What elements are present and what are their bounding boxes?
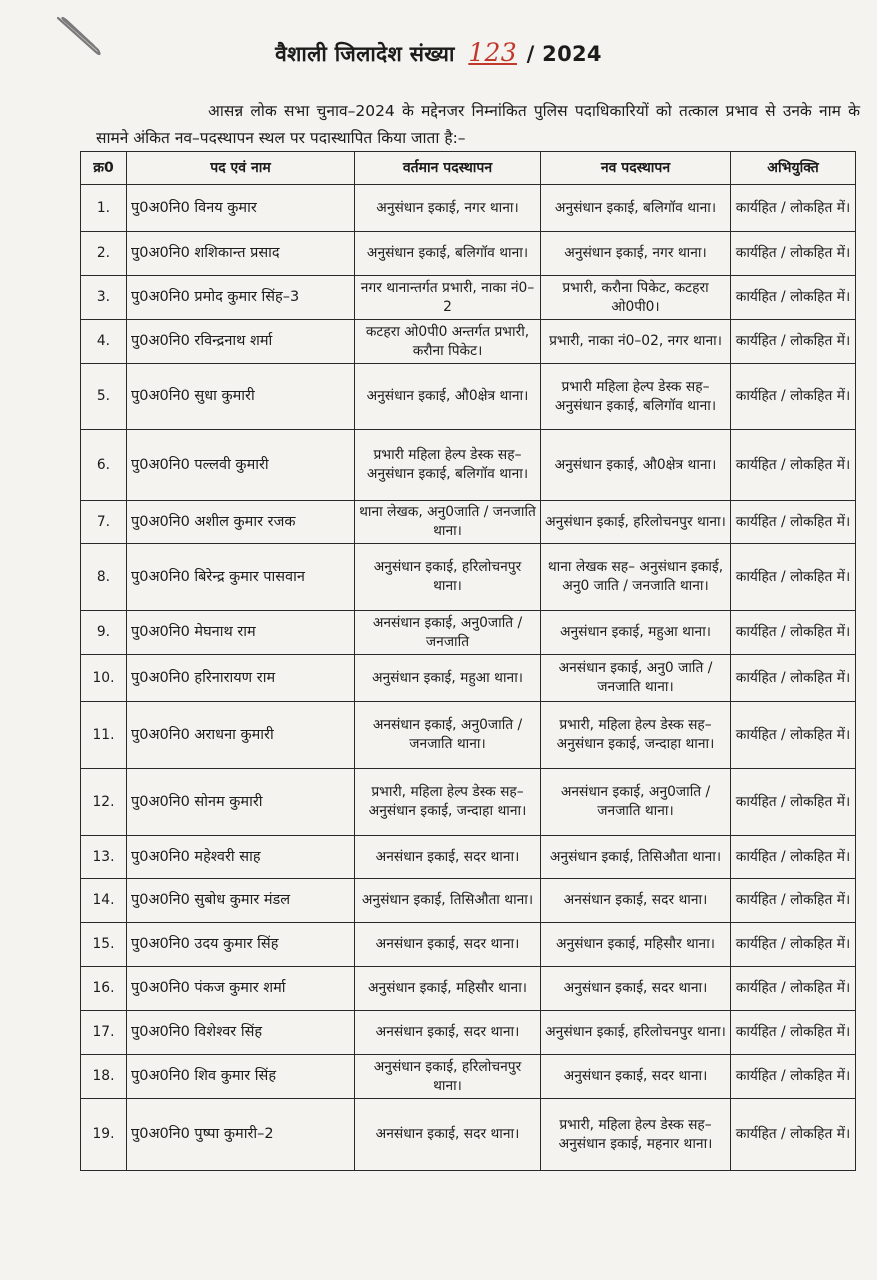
- table-row: [81, 1011, 856, 1055]
- header-name: पद एवं नाम: [127, 152, 355, 185]
- row-name: पु0अ0नि0 पंकज कुमार शर्मा: [127, 967, 355, 1011]
- table-row: [81, 501, 856, 544]
- row-remark: कार्यहित / लोकहित में।: [731, 501, 856, 544]
- row-sl: 7.: [81, 501, 127, 544]
- row-remark: कार्यहित / लोकहित में।: [731, 1099, 856, 1171]
- row-current-posting: अनुसंधान इकाई, तिसिऔता थाना।: [355, 879, 541, 923]
- row-new-posting: अनसंधान इकाई, अनु0जाति / जनजाति थाना।: [541, 769, 731, 836]
- row-new-posting: प्रभारी, करौना पिकेट, कटहरा ओ0पी0।: [541, 276, 731, 320]
- row-new-posting: अनुसंधान इकाई, तिसिऔता थाना।: [541, 836, 731, 879]
- row-current-posting: प्रभारी, महिला हेल्प डेस्क सह–अनुसंधान इकाई, जन्दाहा थाना।: [355, 769, 541, 836]
- row-sl: 17.: [81, 1011, 127, 1055]
- row-sl: 6.: [81, 430, 127, 501]
- row-sl: 10.: [81, 655, 127, 702]
- row-remark: कार्यहित / लोकहित में।: [731, 185, 856, 232]
- row-new-posting: अनुसंधान इकाई, सदर थाना।: [541, 1055, 731, 1099]
- row-remark: कार्यहित / लोकहित में।: [731, 320, 856, 364]
- row-current-posting: अनुसंधान इकाई, औ0क्षेत्र थाना।: [355, 364, 541, 430]
- row-name: पु0अ0नि0 उदय कुमार सिंह: [127, 923, 355, 967]
- row-sl: 18.: [81, 1055, 127, 1099]
- table-header-row: [81, 152, 856, 185]
- row-new-posting: अनसंधान इकाई, अनु0 जाति / जनजाति थाना।: [541, 655, 731, 702]
- row-new-posting: प्रभारी महिला हेल्प डेस्क सह–अनुसंधान इकाई, बलिगॉव थाना।: [541, 364, 731, 430]
- row-name: पु0अ0नि0 सोनम कुमारी: [127, 769, 355, 836]
- row-name: पु0अ0नि0 पल्लवी कुमारी: [127, 430, 355, 501]
- table-row: [81, 1099, 856, 1171]
- table-row: [81, 232, 856, 276]
- row-current-posting: अनुसंधान इकाई, हरिलोचनपुर थाना।: [355, 1055, 541, 1099]
- row-sl: 16.: [81, 967, 127, 1011]
- table-row: [81, 1055, 856, 1099]
- row-remark: कार्यहित / लोकहित में।: [731, 655, 856, 702]
- row-current-posting: थाना लेखक, अनु0जाति / जनजाति थाना।: [355, 501, 541, 544]
- row-name: पु0अ0नि0 अराधना कुमारी: [127, 702, 355, 769]
- row-sl: 2.: [81, 232, 127, 276]
- row-name: पु0अ0नि0 शशिकान्त प्रसाद: [127, 232, 355, 276]
- row-sl: 13.: [81, 836, 127, 879]
- row-new-posting: अनुसंधान इकाई, महिसौर थाना।: [541, 923, 731, 967]
- row-name: पु0अ0नि0 विशेश्वर सिंह: [127, 1011, 355, 1055]
- row-sl: 3.: [81, 276, 127, 320]
- row-sl: 4.: [81, 320, 127, 364]
- row-remark: कार्यहित / लोकहित में।: [731, 276, 856, 320]
- table-row: [81, 364, 856, 430]
- order-title: [0, 38, 877, 68]
- table-row: [81, 185, 856, 232]
- row-sl: 1.: [81, 185, 127, 232]
- row-current-posting: अनुसंधान इकाई, महिसौर थाना।: [355, 967, 541, 1011]
- row-name: पु0अ0नि0 प्रमोद कुमार सिंह–3: [127, 276, 355, 320]
- table-row: [81, 276, 856, 320]
- row-remark: कार्यहित / लोकहित में।: [731, 836, 856, 879]
- row-sl: 8.: [81, 544, 127, 611]
- row-sl: 15.: [81, 923, 127, 967]
- row-current-posting: अनसंधान इकाई, सदर थाना।: [355, 1099, 541, 1171]
- table-row: [81, 320, 856, 364]
- row-remark: कार्यहित / लोकहित में।: [731, 923, 856, 967]
- row-new-posting: अनुसंधान इकाई, हरिलोचनपुर थाना।: [541, 501, 731, 544]
- row-new-posting: अनसंधान इकाई, सदर थाना।: [541, 879, 731, 923]
- row-name: पु0अ0नि0 बिरेन्द्र कुमार पासवान: [127, 544, 355, 611]
- row-new-posting: अनुसंधान इकाई, सदर थाना।: [541, 967, 731, 1011]
- title-prefix: वैशाली जिलादेश संख्या: [275, 42, 455, 66]
- row-name: पु0अ0नि0 मेघनाथ राम: [127, 611, 355, 655]
- table-row: [81, 544, 856, 611]
- row-name: पु0अ0नि0 पुष्पा कुमारी–2: [127, 1099, 355, 1171]
- header-current-posting: वर्तमान पदस्थापन: [355, 152, 541, 185]
- row-current-posting: अनसंधान इकाई, सदर थाना।: [355, 836, 541, 879]
- row-current-posting: प्रभारी महिला हेल्प डेस्क सह–अनुसंधान इकाई, बलिगॉव थाना।: [355, 430, 541, 501]
- row-remark: कार्यहित / लोकहित में।: [731, 702, 856, 769]
- row-sl: 9.: [81, 611, 127, 655]
- row-new-posting: थाना लेखक सह– अनुसंधान इकाई, अनु0 जाति / जनजाति थाना।: [541, 544, 731, 611]
- row-remark: कार्यहित / लोकहित में।: [731, 430, 856, 501]
- row-current-posting: अनुसंधान इकाई, बलिगॉव थाना।: [355, 232, 541, 276]
- intro-paragraph: [96, 98, 860, 152]
- header-remark: अभियुक्ति: [731, 152, 856, 185]
- row-new-posting: प्रभारी, नाका नं0–02, नगर थाना।: [541, 320, 731, 364]
- row-name: पु0अ0नि0 हरिनारायण राम: [127, 655, 355, 702]
- table-row: [81, 923, 856, 967]
- row-new-posting: अनुसंधान इकाई, हरिलोचनपुर थाना।: [541, 1011, 731, 1055]
- row-name: पु0अ0नि0 शिव कुमार सिंह: [127, 1055, 355, 1099]
- table-row: [81, 702, 856, 769]
- row-remark: कार्यहित / लोकहित में।: [731, 769, 856, 836]
- row-remark: कार्यहित / लोकहित में।: [731, 611, 856, 655]
- title-suffix: / 2024: [526, 42, 602, 66]
- row-name: पु0अ0नि0 सुबोध कुमार मंडल: [127, 879, 355, 923]
- row-current-posting: अनसंधान इकाई, सदर थाना।: [355, 923, 541, 967]
- table-row: [81, 430, 856, 501]
- row-name: पु0अ0नि0 रविन्द्रनाथ शर्मा: [127, 320, 355, 364]
- row-name: पु0अ0नि0 सुधा कुमारी: [127, 364, 355, 430]
- table-row: [81, 967, 856, 1011]
- row-current-posting: अनसंधान इकाई, अनु0जाति / जनजाति: [355, 611, 541, 655]
- header-new-posting: नव पदस्थापन: [541, 152, 731, 185]
- row-current-posting: अनुसंधान इकाई, हरिलोचनपुर थाना।: [355, 544, 541, 611]
- intro-text: आसन्न लोक सभा चुनाव–2024 के मद्देनजर निम्नांकित पुलिस पदाधिकारियों को तत्काल प्रभाव से उनके नाम के सामने अंकित नव–पदस्थापन स्थल पर पदास्थापित किया जाता है:–: [96, 102, 860, 147]
- table-row: [81, 769, 856, 836]
- row-remark: कार्यहित / लोकहित में।: [731, 1055, 856, 1099]
- row-remark: कार्यहित / लोकहित में।: [731, 232, 856, 276]
- row-sl: 11.: [81, 702, 127, 769]
- row-sl: 19.: [81, 1099, 127, 1171]
- table-row: [81, 655, 856, 702]
- table-row: [81, 611, 856, 655]
- table-row: [81, 836, 856, 879]
- row-name: पु0अ0नि0 महेश्वरी साह: [127, 836, 355, 879]
- row-name: पु0अ0नि0 अशील कुमार रजक: [127, 501, 355, 544]
- row-remark: कार्यहित / लोकहित में।: [731, 1011, 856, 1055]
- order-number: 123: [468, 38, 517, 67]
- table-body: [81, 185, 856, 1171]
- row-current-posting: कटहरा ओ0पी0 अन्तर्गत प्रभारी, करौना पिकेट।: [355, 320, 541, 364]
- posting-table: [80, 151, 856, 1171]
- header-sl: क्र0: [81, 152, 127, 185]
- row-current-posting: अनसंधान इकाई, सदर थाना।: [355, 1011, 541, 1055]
- row-current-posting: नगर थानान्तर्गत प्रभारी, नाका नं0–2: [355, 276, 541, 320]
- row-remark: कार्यहित / लोकहित में।: [731, 879, 856, 923]
- row-remark: कार्यहित / लोकहित में।: [731, 544, 856, 611]
- row-new-posting: प्रभारी, महिला हेल्प डेस्क सह–अनुसंधान इकाई, जन्दाहा थाना।: [541, 702, 731, 769]
- row-sl: 12.: [81, 769, 127, 836]
- row-current-posting: अनुसंधान इकाई, नगर थाना।: [355, 185, 541, 232]
- row-remark: कार्यहित / लोकहित में।: [731, 967, 856, 1011]
- row-name: पु0अ0नि0 विनय कुमार: [127, 185, 355, 232]
- table-row: [81, 879, 856, 923]
- row-remark: कार्यहित / लोकहित में।: [731, 364, 856, 430]
- row-new-posting: प्रभारी, महिला हेल्प डेस्क सह–अनुसंधान इकाई, महनार थाना।: [541, 1099, 731, 1171]
- row-sl: 5.: [81, 364, 127, 430]
- row-new-posting: अनुसंधान इकाई, औ0क्षेत्र थाना।: [541, 430, 731, 501]
- row-current-posting: अनसंधान इकाई, अनु0जाति / जनजाति थाना।: [355, 702, 541, 769]
- row-new-posting: अनुसंधान इकाई, नगर थाना।: [541, 232, 731, 276]
- row-current-posting: अनुसंधान इकाई, महुआ थाना।: [355, 655, 541, 702]
- row-new-posting: अनुसंधान इकाई, महुआ थाना।: [541, 611, 731, 655]
- row-sl: 14.: [81, 879, 127, 923]
- row-new-posting: अनुसंधान इकाई, बलिगॉव थाना।: [541, 185, 731, 232]
